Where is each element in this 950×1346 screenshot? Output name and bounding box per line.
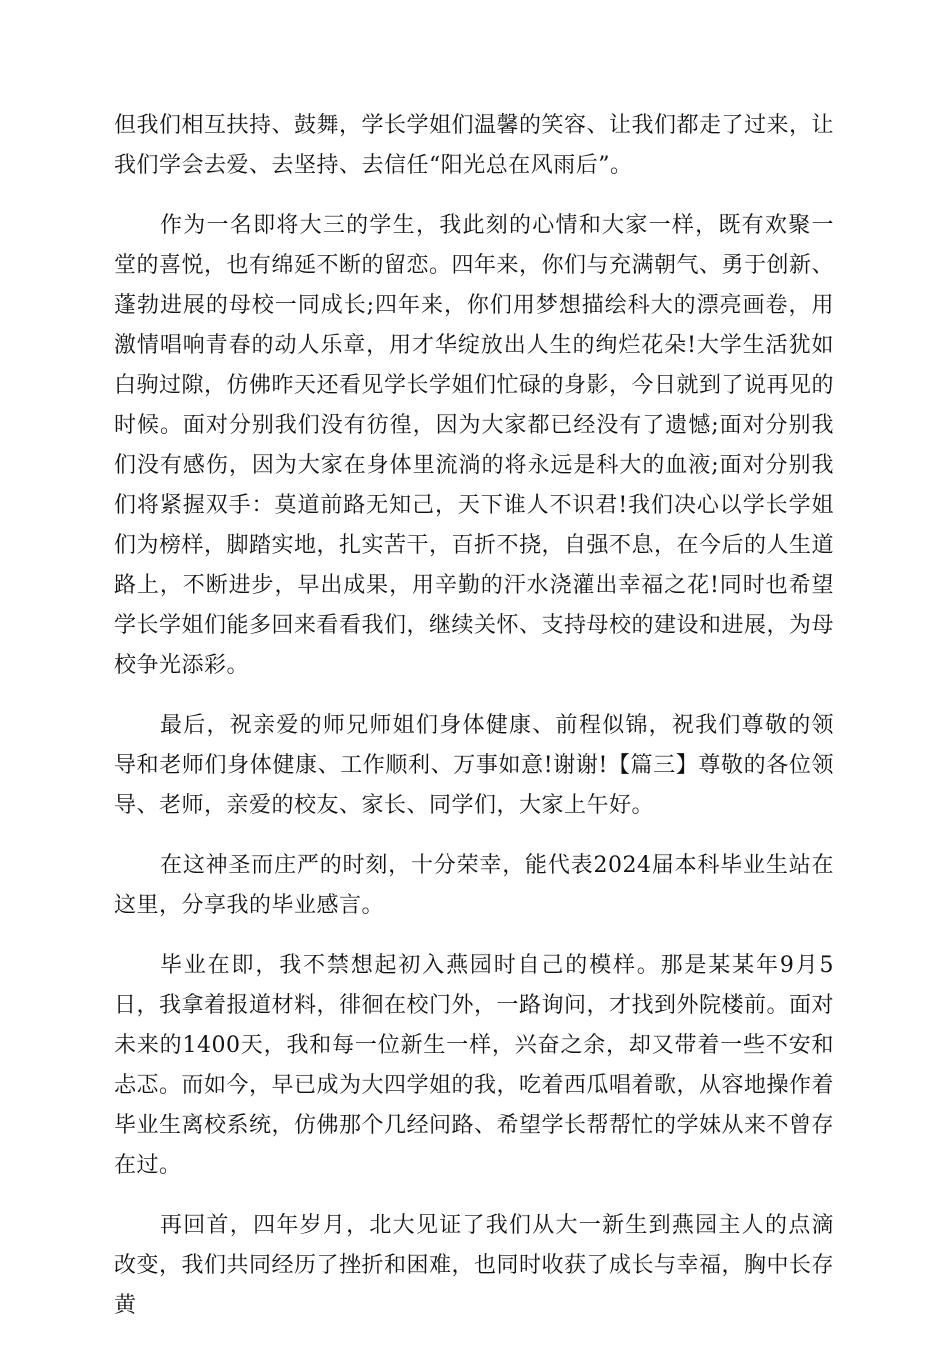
paragraph-5: 毕业在即，我不禁想起初入燕园时自己的模样。那是某某年9月5日，我拿着报道材料，徘徊在校门外，一路询问，才找到外院楼前。面对未来的1400天，我和每一位新生一样，兴奋之余，却又带着一些不安和忐忑。而如今，早已成为大四学姐的我，吃着西瓜唱着歌，从容地操作着毕业生离校系统，仿佛那个几经问路、希望学长帮帮忙的学妹从来不曾存在过。 bbox=[114, 953, 835, 1178]
paragraph-1: 但我们相互扶持、鼓舞，学长学姐们温馨的笑容、让我们都走了过来，让我们学会去爱、去坚持、去信任“阳光总在风雨后”。 bbox=[114, 113, 835, 178]
document-body bbox=[114, 106, 834, 1346]
paragraph-4: 在这神圣而庄严的时刻，十分荣幸，能代表2024届本科毕业生站在这里，分享我的毕业感言。 bbox=[114, 853, 834, 918]
paragraph-6: 再回首，四年岁月，北大见证了我们从大一新生到燕园主人的点滴改变，我们共同经历了挫折和困难，也同时收获了成长与幸福，胸中长存黄 bbox=[114, 1213, 835, 1318]
paragraph-2: 作为一名即将大三的学生，我此刻的心情和大家一样，既有欢聚一堂的喜悦，也有绵延不断的留恋。四年来，你们与充满朝气、勇于创新、蓬勃进展的母校一同成长;四年来，你们用梦想描绘科大的漂亮画卷，用激情唱响青春的动人乐章，用才华绽放出人生的绚烂花朵!大学生活犹如白驹过隙，仿佛昨天还看见学长学姐们忙碌的身影，今日就到了说再见的时候。面对分别我们没有彷徨，因为大家都已经没有了遗憾;面对分别我们没有感伤，因为大家在身体里流淌的将永远是科大的血液;面对分别我们将紧握双手：莫道前路无知己，天下谁人不识君!我们决心以学长学姐们为榜样，脚踏实地，扎实苦干，百折不挠，自强不息，在今后的人生道路上，不断进步，早出成果，用辛勤的汗水浇灌出幸福之花!同时也希望学长学姐们能多回来看看我们，继续关怀、支持母校的建设和进展，为母校争光添彩。 bbox=[114, 213, 835, 678]
paragraph-3: 最后，祝亲爱的师兄师姐们身体健康、前程似锦，祝我们尊敬的领导和老师们身体健康、工作顺利、万事如意!谢谢!【篇三】尊敬的各位领导、老师，亲爱的校友、家长、同学们，大家上午好。 bbox=[114, 713, 834, 818]
